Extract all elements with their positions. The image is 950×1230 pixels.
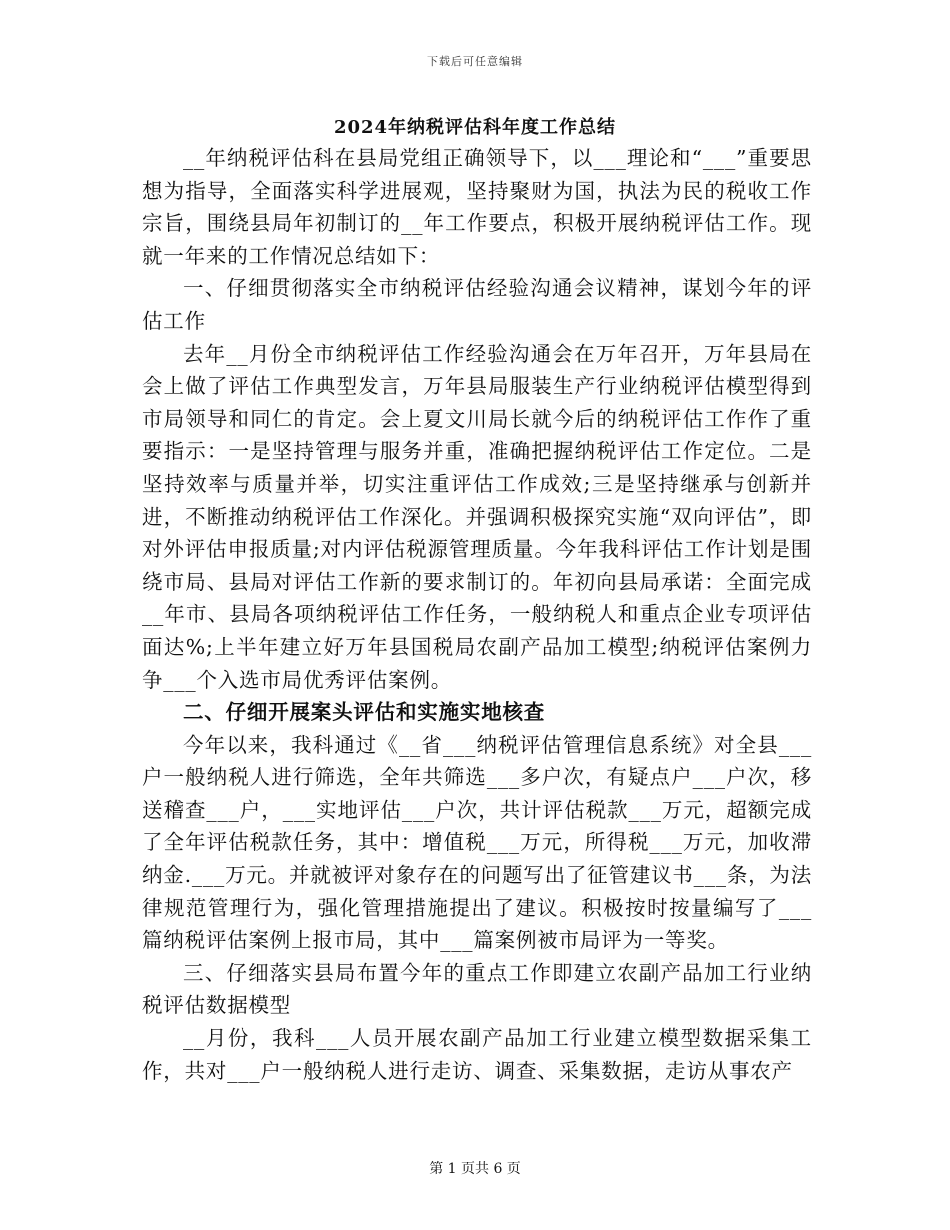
header-note: 下载后可任意编辑 (427, 55, 523, 68)
section-2-paragraph: 今年以来，我科通过《__省___纳税评估管理信息系统》对全县___户一般纳税人进行筛选，全年共筛选___多户次，有疑点户___户次，移送稽查___户，___实地评估___户次，共计评估税款___万元，超额完成了全年评估税款任务，其中：增值税___万元，所得税___万元，加收滞纳金.___万元。并就被评对象存在的问题写出了征管建议书___条，为法律规范管理行为，强化管理措施提出了建议。积极按时按量编写了___篇纳税评估案例上报市局，其中___篇案例被市局评为一等奖。 (142, 732, 813, 953)
section-3-paragraph: __月份，我科___人员开展农副产品加工行业建立模型数据采集工作，共对___户一般纳税人进行走访、调查、采集数据，走访从事农产 (142, 1026, 812, 1083)
intro-paragraph: __年纳税评估科在县局党组正确领导下，以___理论和“___”重要思想为指导，全面落实科学进展观，坚持聚财为国，执法为民的税收工作宗旨，围绕县局年初制订的__年工作要点，积极开展纳税评估工作。现就一年来的工作情况总结如下： (142, 146, 812, 268)
page-footer: 第 1 页共 6 页 (429, 1161, 521, 1177)
document-body (142, 142, 812, 1087)
section-1-heading: 一、仔细贯彻落实全市纳税评估经验沟通会议精神，谋划今年的评估工作 (142, 276, 812, 333)
section-2-heading: 二、仔细开展案头评估和实施实地核查 (183, 700, 546, 725)
section-3-heading: 三、仔细落实县局布置今年的重点工作即建立农副产品加工行业纳税评估数据模型 (142, 960, 812, 1018)
document-title: 2024年纳税评估科年度工作总结 (333, 117, 617, 138)
section-1-paragraph: 去年__月份全市纳税评估工作经验沟通会在万年召开，万年县局在会上做了评估工作典型发言，万年县局服装生产行业纳税评估模型得到市局领导和同仁的肯定。会上夏文川局长就今后的纳税评估工作作了重要指示：一是坚持管理与服务并重，准确把握纳税评估工作定位。二是坚持效率与质量并举，切实注重评估工作成效;三是坚持继承与创新并进，不断推动纳税评估工作深化。并强调积极探究实施“双向评估”，即对外评估申报质量;对内评估税源管理质量。今年我科评估工作计划是围绕市局、县局对评估工作新的要求制订的。年初向县局承诺：全面完成__年市、县局各项纳税评估工作任务，一般纳税人和重点企业专项评估面达%;上半年建立好万年县国税局农副产品加工模型;纳税评估案例力争___个入选市局优秀评估案例。 (142, 341, 812, 692)
